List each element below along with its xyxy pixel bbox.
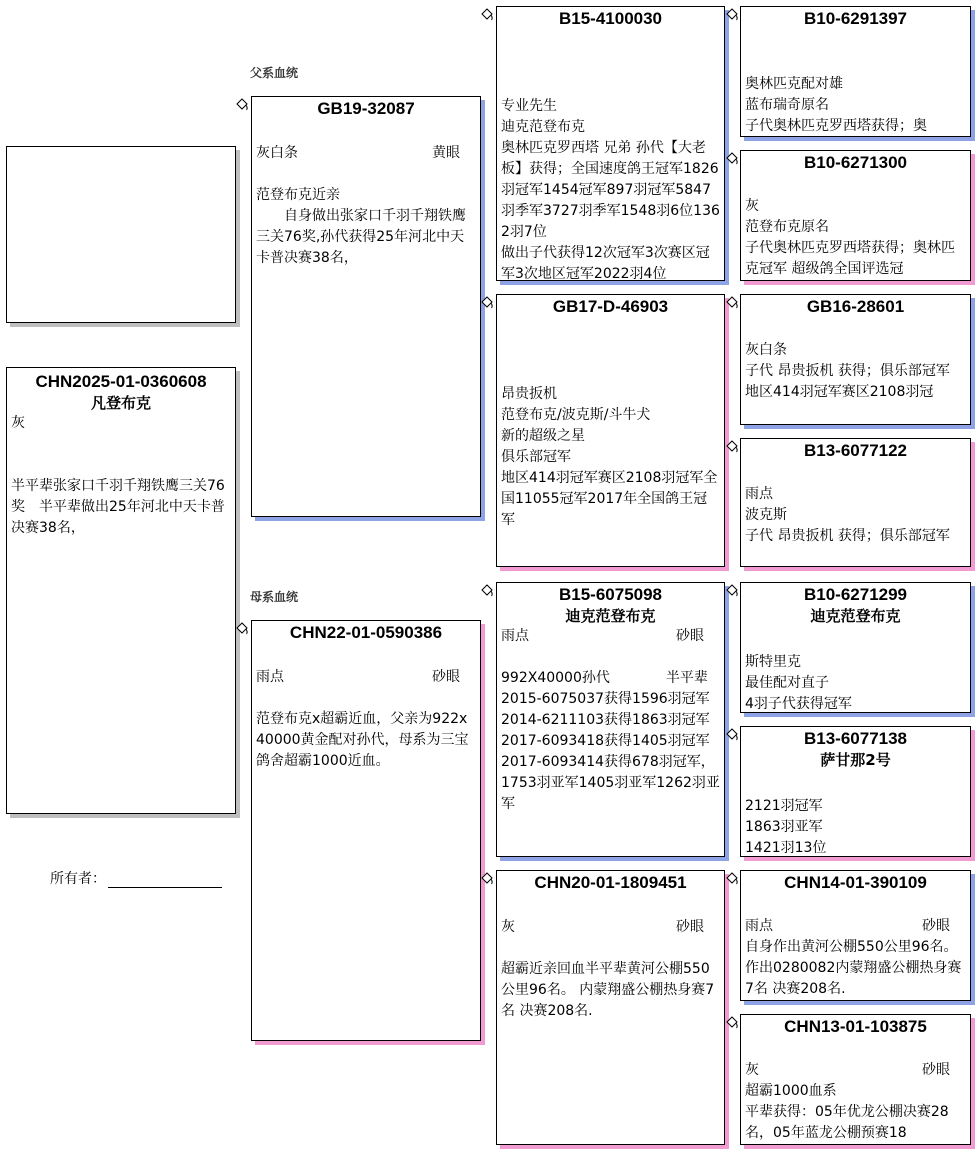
sss-card[interactable]: [740, 6, 971, 137]
subject-name: 凡登布克: [90, 394, 151, 412]
edit-bucket-icon[interactable]: [725, 8, 739, 22]
dd-ring: CHN20-01-1809451: [534, 873, 687, 892]
edit-bucket-icon[interactable]: [725, 872, 739, 886]
dsd-desc: 2121羽冠军 1863羽亚军 1421羽13位: [745, 798, 827, 856]
dss-name: 迪克范登布克: [810, 607, 901, 625]
sdd-ring: B13-6077122: [803, 441, 908, 460]
dd-eye: 砂眼: [676, 919, 704, 935]
dds-ring: CHN14-01-390109: [784, 873, 927, 892]
sds-card[interactable]: [740, 294, 971, 425]
dam-color: 雨点: [256, 669, 284, 685]
ss-ring: B15-4100030: [558, 9, 663, 28]
edit-bucket-icon[interactable]: [725, 296, 739, 310]
dd-traits: [497, 917, 724, 938]
sire-card[interactable]: [251, 96, 481, 517]
dds-card[interactable]: [740, 870, 971, 1001]
ss-card[interactable]: [496, 6, 725, 281]
ds-name: 迪克范登布克: [565, 607, 656, 625]
dam-traits: [252, 667, 480, 688]
edit-bucket-icon[interactable]: [480, 872, 494, 886]
dd-card[interactable]: [496, 870, 725, 1145]
dss-card[interactable]: [740, 582, 971, 713]
edit-bucket-icon[interactable]: [480, 8, 494, 22]
ds-ring: B15-6075098: [558, 585, 663, 604]
dds-eye: 砂眼: [922, 918, 950, 934]
sire-traits: [252, 143, 480, 164]
dam-line-label: 母系血统: [250, 590, 299, 604]
owner-label: 所有者：: [50, 871, 106, 887]
edit-bucket-icon[interactable]: [725, 728, 739, 742]
dss-ring: B10-6271299: [803, 585, 908, 604]
edit-bucket-icon[interactable]: [235, 622, 249, 636]
dam-eye: 砂眼: [432, 669, 460, 685]
sdd-card[interactable]: [740, 438, 971, 567]
owner-field: [50, 868, 222, 888]
edit-bucket-icon[interactable]: [725, 440, 739, 454]
sds-ring: GB16-28601: [806, 297, 905, 316]
ddd-ring: CHN13-01-103875: [784, 1017, 927, 1036]
ssd-ring: B10-6271300: [803, 153, 908, 172]
ds-traits: [497, 626, 724, 647]
ds-card[interactable]: [496, 582, 725, 857]
dd-desc: 超霸近亲回血半平辈黄河公棚550公里96名。 内蒙翔盛公棚热身赛7名 决赛208名.: [501, 961, 715, 1019]
dss-desc: 斯特里克 最佳配对直子 4羽子代获得冠军: [745, 654, 852, 712]
edit-bucket-icon[interactable]: [480, 296, 494, 310]
dam-desc: 范登布克x超霸近血，父亲为922x40000黄金配对孙代，母系为三宝鸽舍超霸1000近血。: [256, 711, 469, 769]
ddd-color: 灰: [745, 1062, 759, 1078]
ss-desc: 专业先生 迪克范登布克 奥林匹克罗西塔 兄弟 孙代【大老板】获得；全国速度鸽王冠军1826羽冠军1454冠军897羽冠军5847羽季军3727羽季军1548羽6位1362羽7位 做出子代获得12次冠军3次赛区冠军3次地区冠军2022羽4位: [501, 98, 720, 282]
subject-ring: CHN2025-01-0360608: [35, 372, 207, 391]
sire-desc: 范登布克近亲 自身做出张家口千羽千翔铁鹰三关76奖,孙代获得25年河北中天卡普决赛38名，: [256, 187, 466, 266]
subject-desc: 半平辈张家口千羽千翔铁鹰三关76奖 半平辈做出25年河北中天卡普决赛38名，: [11, 478, 225, 536]
ddd-eye: 砂眼: [922, 1062, 950, 1078]
sire-color: 灰白条: [256, 145, 298, 161]
sire-ring: GB19-32087: [317, 99, 415, 118]
sss-ring: B10-6291397: [803, 9, 908, 28]
dsd-ring: B13-6077138: [803, 729, 908, 748]
edit-bucket-icon[interactable]: [725, 152, 739, 166]
sdd-desc: 雨点 波克斯 子代 昂贵扳机 获得；俱乐部冠军: [745, 486, 950, 544]
ds-color: 雨点: [501, 628, 529, 644]
ssd-desc: 灰 范登布克原名 子代奥林匹克罗西塔获得；奥林匹克冠军 超级鸽全国评选冠: [745, 198, 955, 277]
ddd-card[interactable]: [740, 1014, 971, 1145]
dsd-name: 萨甘那2号: [820, 751, 891, 769]
sd-card[interactable]: [496, 294, 725, 567]
dd-color: 灰: [501, 919, 515, 935]
ddd-desc: 超霸1000血系 平辈获得：05年优龙公棚决赛28名，05年蓝龙公棚预赛18: [745, 1083, 949, 1141]
dsd-card[interactable]: [740, 726, 971, 857]
edit-bucket-icon[interactable]: [725, 1016, 739, 1030]
sds-desc: 灰白条 子代 昂贵扳机 获得；俱乐部冠军 地区414羽冠军赛区2108羽冠: [745, 342, 950, 400]
owner-input-line[interactable]: [108, 869, 222, 888]
edit-bucket-icon[interactable]: [480, 584, 494, 598]
dam-ring: CHN22-01-0590386: [289, 623, 443, 642]
dds-traits: [741, 916, 970, 937]
subject-color: 灰: [11, 415, 25, 431]
dam-card[interactable]: [251, 620, 481, 1041]
ds-eye: 砂眼: [676, 628, 704, 644]
edit-bucket-icon[interactable]: [725, 584, 739, 598]
ds-desc: 992X40000孙代 半平辈 2015-6075037获得1596羽冠军 2014-6211103获得1863羽冠军 2017-6093418获得1405羽冠军 2017-6093414获得678羽冠军，1753羽亚军1405羽亚军1262羽亚军: [501, 670, 720, 812]
sd-ring: GB17-D-46903: [552, 297, 669, 316]
sire-eye: 黄眼: [432, 145, 460, 161]
dds-color: 雨点: [745, 918, 773, 934]
photo-placeholder[interactable]: [6, 146, 236, 323]
ssd-card[interactable]: [740, 150, 971, 281]
sss-desc: 奥林匹克配对雄 蓝布瑞奇原名 子代奥林匹克罗西塔获得；奥: [745, 76, 927, 134]
sire-line-label: 父系血统: [250, 66, 299, 80]
subject-card[interactable]: [6, 367, 236, 814]
dds-desc: 自身作出黄河公棚550公里96名。 作出0280082内蒙翔盛公棚热身赛7名 决赛208名.: [745, 939, 962, 997]
edit-bucket-icon[interactable]: [235, 98, 249, 112]
sd-desc: 昂贵扳机 范登布克/波克斯/斗牛犬 新的超级之星 俱乐部冠军 地区414羽冠军赛区2108羽冠军全国11055冠军2017年全国鸽王冠军: [501, 386, 718, 528]
ddd-traits: [741, 1060, 970, 1081]
